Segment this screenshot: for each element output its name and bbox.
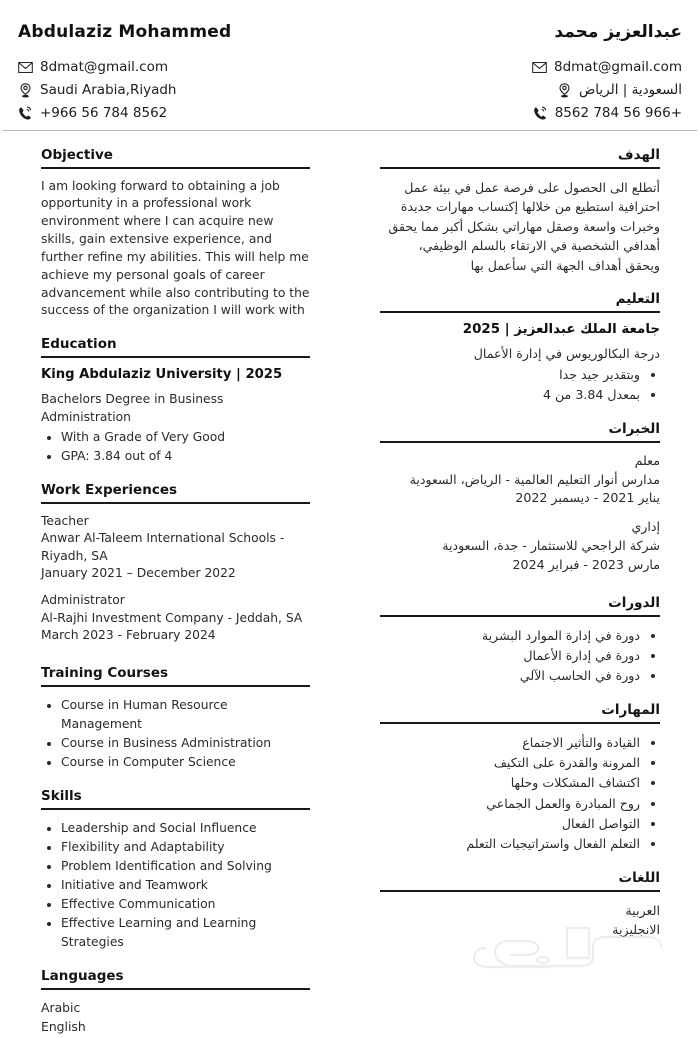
section-skills-en: [41, 788, 310, 952]
contact-location-en: [18, 81, 176, 99]
list-item: • وبتقدير جيد جدا: [380, 365, 640, 385]
section-underline: [380, 890, 660, 892]
section-underline: [380, 722, 660, 724]
section-underline: [380, 441, 660, 443]
language-item: العربية: [625, 902, 660, 918]
section-objective-ar: [380, 147, 660, 275]
section-objective-en: [41, 147, 310, 321]
training-list-en: [41, 696, 310, 772]
work-company: Al-Rajhi Investment Company - Jeddah, SA: [41, 610, 303, 625]
list-item: • بمعدل 3.84 من 4: [380, 385, 640, 405]
work-dates: يناير 2021 - ديسمبر 2022: [515, 490, 660, 506]
section-underline: [41, 502, 310, 504]
page-title-en: Abdulaziz Mohammed: [18, 22, 232, 42]
envelope-icon: [18, 60, 33, 75]
section-underline: [380, 615, 660, 617]
contact-phone-ar: [533, 104, 682, 122]
section-heading: اللغات: [618, 870, 660, 887]
section-underline: [41, 808, 310, 810]
contact-email-ar: [532, 58, 682, 76]
work-entry: [380, 452, 660, 509]
education-entry-title-ar: جامعة الملك عبدالعزيز | 2025: [462, 321, 660, 337]
contact-email-ar-text: 8dmat@gmail.com: [554, 59, 682, 75]
work-company: شركة الراجحي للاستثمار - جدة، السعودية: [442, 538, 660, 554]
list-item: • Initiative and Teamwork: [61, 876, 310, 895]
contact-phone-en: [18, 104, 176, 122]
contact-phone-ar-text: +966 56 784 8562: [554, 105, 682, 122]
header-names: [18, 22, 682, 42]
training-list-ar: [380, 626, 660, 686]
work-role: إداري: [631, 519, 660, 535]
section-heading: التعليم: [615, 291, 660, 308]
list-item: • With a Grade of Very Good: [61, 428, 310, 447]
objective-text-en: I am looking forward to obtaining a job opportunity in a professional work environment where I can acquire new skills, gain extensive experience, and further refine my abilities. This will help me achieve my personal goals of career advancement while also contributing to the success of the organization I will work with: [41, 178, 310, 318]
work-role: Teacher: [41, 513, 89, 528]
work-entry: [380, 518, 660, 575]
list-item: • المرونة والقدرة على التكيف: [380, 753, 640, 773]
work-role: معلم: [634, 452, 660, 468]
list-item: • Course in Human Resource Management: [61, 696, 310, 734]
list-item: • القيادة والتأثير الاجتماع: [380, 733, 640, 753]
section-education-en: [41, 336, 310, 466]
skills-list-ar: [380, 733, 660, 854]
contact-list-ar: [532, 58, 682, 123]
section-training-en: [41, 665, 310, 772]
section-heading: المهارات: [601, 702, 660, 719]
section-heading: Languages: [41, 968, 124, 985]
education-bullets-en: [41, 428, 310, 466]
contact-email-en: [18, 58, 176, 76]
work-dates: January 2021 – December 2022: [41, 566, 236, 581]
section-heading: Objective: [41, 146, 113, 163]
list-item: • التعلم الفعال واستراتيجيات التعلم: [380, 834, 640, 854]
section-languages-ar: [380, 870, 660, 939]
section-education-ar: [380, 291, 660, 405]
section-underline: [41, 167, 310, 169]
work-entry: [41, 513, 310, 583]
section-work-ar: [380, 421, 660, 575]
list-item: • Effective Learning and Learning Strategies: [61, 914, 310, 952]
section-underline: [380, 311, 660, 313]
envelope-icon: [532, 60, 547, 75]
skills-list-en: [41, 819, 310, 952]
list-item: • دورة في الحاسب الآلي: [380, 666, 640, 686]
section-heading: الخبرات: [608, 420, 660, 437]
section-heading: Education: [41, 336, 117, 353]
list-item: • GPA: 3.84 out of 4: [61, 447, 310, 466]
section-heading: Skills: [41, 787, 82, 804]
section-work-en: [41, 482, 310, 645]
list-item: • دورة في إدارة الأعمال: [380, 646, 640, 666]
language-item: English: [41, 1018, 86, 1034]
education-degree-en: Bachelors Degree in Business Administration: [41, 392, 224, 424]
education-degree-ar: درجة البكالوريوس في إدارة الأعمال: [473, 345, 660, 361]
contact-location-ar-text: السعودية | الرياض: [578, 82, 682, 99]
contact-list-en: [18, 58, 176, 123]
work-company: مدارس أنوار التعليم العالمية - الرياض، السعودية: [409, 471, 660, 487]
education-entry-title-en: King Abdulaziz University | 2025: [41, 367, 283, 383]
language-item: الانجليزية: [612, 921, 660, 937]
objective-text-ar: أتطلع الى الحصول على فرصة عمل في بيئة عمل احترافية استطيع من خلالها إكتساب مهارات جديدة وخبرات واسعة وصقل مهاراتي بشكل أكبر مما يحقق أهدافي الشخصية في الارتقاء بالسلم الوظيفي، ويحقق أهداف الجهة التي سأعمل بها: [388, 179, 660, 273]
location-pin-icon: [18, 83, 33, 98]
section-heading: الدورات: [608, 595, 660, 611]
work-dates: March 2023 - February 2024: [41, 628, 216, 643]
work-company: Anwar Al-Taleem International Schools - Riyadh, SA: [41, 531, 285, 563]
work-dates: مارس 2023 - فبراير 2024: [512, 557, 660, 573]
contact-location-en-text: Saudi Arabia,Riyadh: [40, 82, 177, 99]
list-item: • Leadership and Social Influence: [61, 819, 310, 838]
work-role: Administrator: [41, 593, 125, 608]
contact-location-ar: [557, 81, 682, 99]
list-item: • دورة في إدارة الموارد البشرية: [380, 626, 640, 646]
section-heading: Training Courses: [41, 664, 169, 681]
column-arabic: [350, 131, 700, 1038]
section-heading: Work Experiences: [41, 481, 178, 498]
header-divider: [3, 130, 697, 131]
list-item: • اكتشاف المشكلات وحلها: [380, 773, 640, 793]
section-underline: [41, 356, 310, 358]
phone-icon: [18, 106, 33, 121]
list-item: • Course in Computer Science: [61, 753, 310, 772]
section-languages-en: [41, 968, 310, 1036]
contact-phone-en-text: +966 56 784 8562: [40, 105, 168, 122]
section-training-ar: [380, 595, 660, 686]
section-underline: [41, 685, 310, 687]
location-pin-icon: [557, 83, 572, 98]
list-item: • روح المبادرة والعمل الجماعي: [380, 794, 640, 814]
list-item: • Course in Business Administration: [61, 734, 310, 753]
resume-header: [0, 0, 700, 131]
list-item: • Effective Communication: [61, 895, 310, 914]
page-title-ar: عبدالعزيز محمد: [554, 22, 682, 42]
column-english: [0, 131, 350, 1038]
section-heading: الهدف: [617, 146, 660, 163]
header-contacts: [18, 58, 682, 123]
list-item: • التواصل الفعال: [380, 814, 640, 834]
resume-body: [0, 131, 700, 1038]
education-bullets-ar: [380, 365, 660, 405]
section-underline: [380, 167, 660, 169]
list-item: • Flexibility and Adaptability: [61, 838, 310, 857]
section-skills-ar: [380, 702, 660, 854]
work-entry: [41, 592, 310, 644]
contact-email-en-text: 8dmat@gmail.com: [40, 59, 168, 75]
language-item: Arabic: [41, 999, 81, 1015]
list-item: • Problem Identification and Solving: [61, 857, 310, 876]
phone-icon: [533, 106, 548, 121]
